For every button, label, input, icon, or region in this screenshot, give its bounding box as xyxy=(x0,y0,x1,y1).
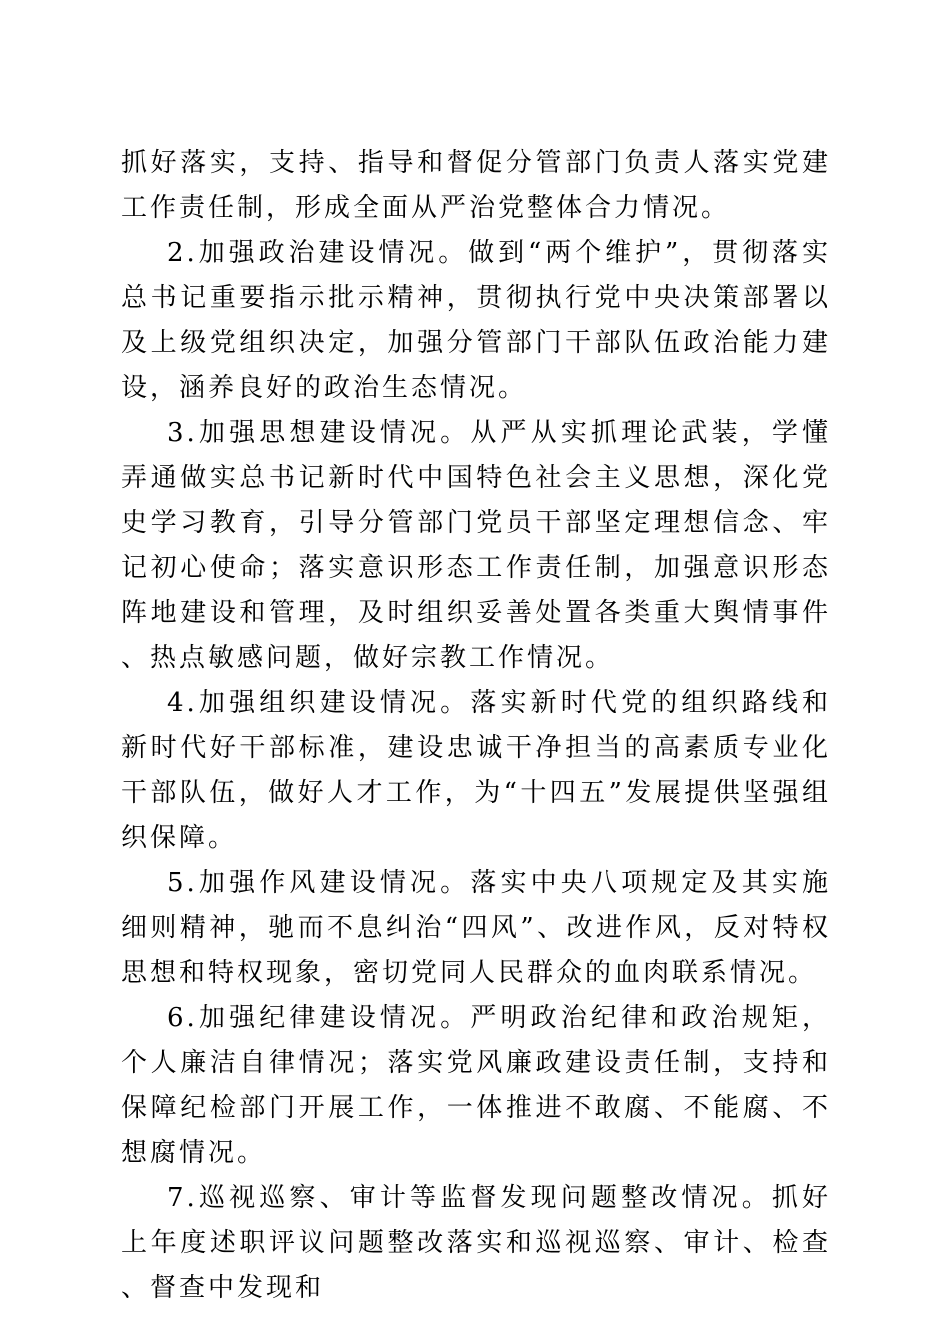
paragraph-3-ideological-construction: 3.加强思想建设情况。从严从实抓理论武装，学懂弄通做实总书记新时代中国特色社会主义思想，深化党史学习教育，引导分管部门党员干部坚定理想信念、牢记初心使命；落实意识形态工作责任制，加强意识形态阵地建设和管理，及时组织妥善处置各类重大舆情事件、热点敏感问题，做好宗教工作情况。 xyxy=(121,418,831,673)
document-body xyxy=(121,141,831,1311)
paragraph-6-discipline-construction: 6.加强纪律建设情况。严明政治纪律和政治规矩，个人廉洁自律情况；落实党风廉政建设责任制，支持和保障纪检部门开展工作，一体推进不敢腐、不能腐、不想腐情况。 xyxy=(121,1003,831,1168)
paragraph-2-political-construction: 2.加强政治建设情况。做到“两个维护”，贯彻落实总书记重要指示批示精神，贯彻执行党中央决策部署以及上级党组织决定，加强分管部门干部队伍政治能力建设，涵养良好的政治生态情况。 xyxy=(121,238,831,403)
paragraph-1-continuation: 抓好落实，支持、指导和督促分管部门负责人落实党建工作责任制，形成全面从严治党整体合力情况。 xyxy=(121,148,831,223)
paragraph-7-inspection-rectification: 7.巡视巡察、审计等监督发现问题整改情况。抓好上年度述职评议问题整改落实和巡视巡察、审计、检查、督查中发现和 xyxy=(121,1183,831,1303)
paragraph-4-organizational-construction: 4.加强组织建设情况。落实新时代党的组织路线和新时代好干部标准，建设忠诚干净担当的高素质专业化干部队伍，做好人才工作，为“十四五”发展提供坚强组织保障。 xyxy=(121,688,831,853)
paragraph-5-work-style-construction: 5.加强作风建设情况。落实中央八项规定及其实施细则精神，驰而不息纠治“四风”、改进作风，反对特权思想和特权现象，密切党同人民群众的血肉联系情况。 xyxy=(121,868,831,988)
